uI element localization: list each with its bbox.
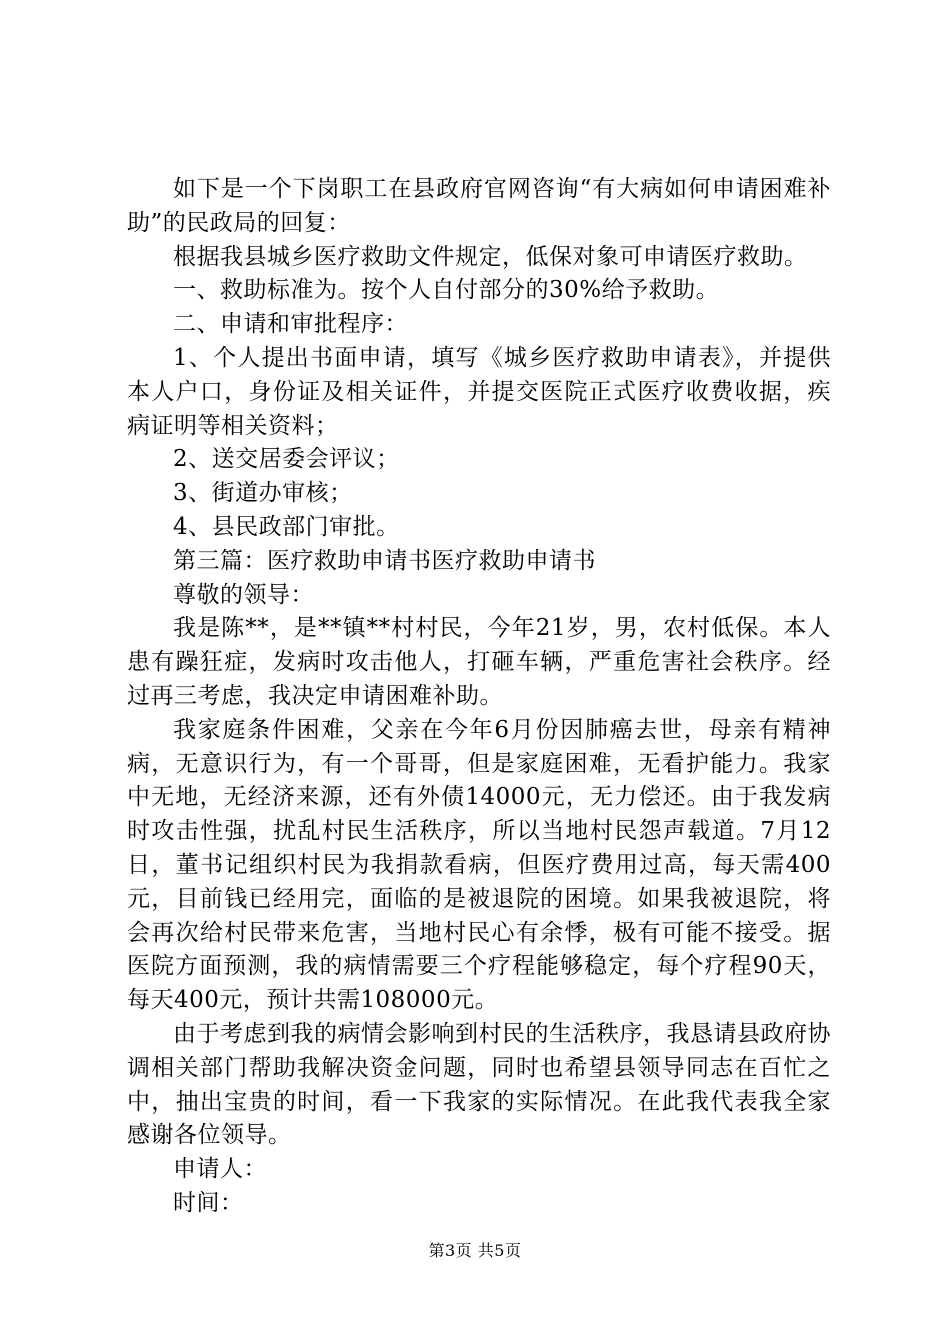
paragraph-applicant-intro: 我是陈**，是**镇**村村民，今年21岁，男，农村低保。本人患有躁狂症，发病时攻击他人，打砸车辆，严重危害社会秩序。经过再三考虑，我决定申请困难补助。 [127,615,831,709]
date-label: 时间： [173,1189,244,1216]
document-body [127,173,831,1221]
paragraph-step-2: 2、送交居委会评议； [173,446,400,473]
section-title: 第三篇：医疗救助申请书医疗救助申请书 [173,547,596,574]
applicant-label: 申请人： [173,1156,267,1183]
page-number-footer: 第3页 共5页 [428,1241,522,1260]
paragraph-step-3: 3、街道办审核； [173,480,353,507]
paragraph-standard: 一、救助标准为。按个人自付部分的30%给予救助。 [173,277,720,304]
paragraph-request: 由于考虑到我的病情会影响到村民的生活秩序，我恳请县政府协调相关部门帮助我解决资金问题，同时也希望县领导同志在百忙之中，抽出宝贵的时间，看一下我家的实际情况。在此我代表我全家感谢各位领导。 [127,1020,831,1149]
paragraph-family-situation: 我家庭条件困难，父亲在今年6月份因肺癌去世，母亲有精神病，无意识行为，有一个哥哥，但是家庭困难，无看护能力。我家中无地，无经济来源，还有外债14000元，无力偿还。由于我发病时攻击性强，扰乱村民生活秩序，所以当地村民怨声载道。7月12日，董书记组织村民为我捐款看病，但医疗费用过高，每天需400元，目前钱已经用完，面临的是被退院的困境。如果我被退院，将会再次给村民带来危害，当地村民心有余悸，极有可能不接受。据医院方面预测，我的病情需要三个疗程能够稳定，每个疗程90天，每天400元，预计共需108000元。 [127,716,831,1014]
paragraph-procedure-heading: 二、申请和审批程序： [173,311,408,338]
paragraph-step-1: 1、个人提出书面申请，填写《城乡医疗救助申请表》，并提供本人户口，身份证及相关证件，并提交医院正式医疗收费收据，疾病证明等相关资料； [127,344,831,439]
paragraph-intro: 如下是一个下岗职工在县政府官网咨询“有大病如何申请困难补助”的民政局的回复： [127,176,831,236]
salutation: 尊敬的领导： [173,581,314,608]
paragraph-step-4: 4、县民政部门审批。 [173,513,400,540]
paragraph-reply: 根据我县城乡医疗救助文件规定，低保对象可申请医疗救助。 [173,243,808,270]
